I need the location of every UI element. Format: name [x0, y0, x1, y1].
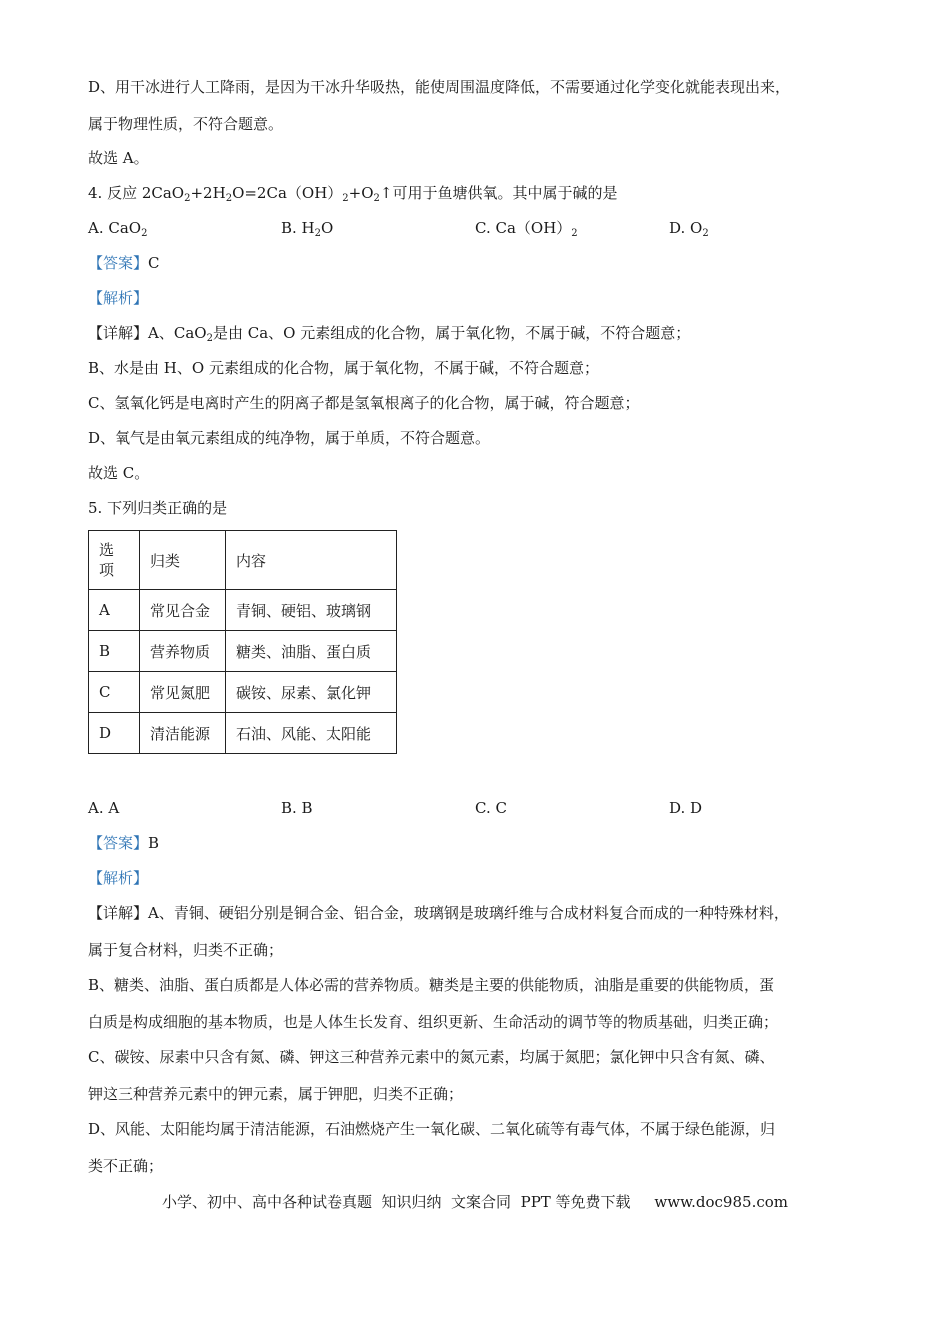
cell-category: 常见氮肥	[140, 672, 226, 713]
q4-answer: 【答案】C	[88, 254, 160, 272]
q4-analysis-tag: 【解析】	[88, 289, 149, 307]
table-row	[89, 713, 397, 754]
q4-option-a: A. CaO$_2$	[88, 219, 148, 239]
q3-detail-d-line2: 属于物理性质，不符合题意。	[88, 115, 284, 133]
q5-stem: 5. 下列归类正确的是	[88, 499, 228, 517]
q5-table	[88, 530, 397, 754]
q4-detail-b: B、水是由 H、O 元素组成的化合物，属于氧化物，不属于碱，不符合题意；	[88, 359, 599, 377]
q4-stem: 4. 反应 $2CaO_2+2H_2O=2Ca(OH)_2+O_2↑$可用于鱼塘供氧。其中属于碱的是	[88, 184, 618, 204]
q5-option-c: C. C	[475, 799, 507, 817]
q4-conclusion: 故选 C。	[88, 464, 150, 482]
q4-detail-c: C、氢氧化钙是电离时产生的阴离子都是氢氧根离子的化合物，属于碱，符合题意；	[88, 394, 640, 412]
cell-content: 碳铵、尿素、氯化钾	[226, 672, 397, 713]
cell-option: C	[89, 672, 140, 713]
q5-option-a: A. A	[88, 799, 120, 817]
q5-answer: 【答案】B	[88, 834, 160, 852]
q5-detail-d-line1: D、风能、太阳能均属于清洁能源，石油燃烧产生一氧化碳、二氧化硫等有毒气体，不属于绿色能源，归	[88, 1120, 776, 1138]
q4-detail-d: D、氧气是由氧元素组成的纯净物，属于单质，不符合题意。	[88, 429, 491, 447]
table-row	[89, 631, 397, 672]
q4-option-b: B. $H_2O$	[281, 219, 334, 239]
page-footer: 小学、初中、高中各种试卷真题 知识归纳 文案合同 PPT 等免费下载 www.doc985.com	[161, 1193, 788, 1211]
q4-option-c: C. $Ca(OH)_2$	[475, 219, 578, 239]
cell-content: 糖类、油脂、蛋白质	[226, 631, 397, 672]
q5-detail-c-line2: 钾这三种营养元素中的钾元素，属于钾肥，归类不正确；	[88, 1085, 464, 1103]
q5-detail-c-line1: C、碳铵、尿素中只含有氮、磷、钾这三种营养元素中的氮元素，均属于氮肥；氯化钾中只含有氮、磷、	[88, 1048, 775, 1066]
q5-detail-a-line2: 属于复合材料，归类不正确；	[88, 941, 284, 959]
cell-content: 青铜、硬铝、玻璃钢	[226, 590, 397, 631]
q3-conclusion: 故选 A。	[88, 149, 149, 167]
table-row	[89, 672, 397, 713]
q3-detail-d-line1: D、用干冰进行人工降雨，是因为干冰升华吸热，能使周围温度降低，不需要通过化学变化就能表现出来，	[88, 78, 791, 96]
q5-option-b: B. B	[281, 799, 313, 817]
cell-option: A	[89, 590, 140, 631]
q5-detail-a-line1: 【详解】A、青铜、硬铝分别是铜合金、铝合金，玻璃钢是玻璃纤维与合成材料复合而成的一种特殊材料，	[88, 904, 789, 922]
table-row	[89, 590, 397, 631]
cell-category: 营养物质	[140, 631, 226, 672]
header-category: 归类	[140, 531, 226, 590]
q4-detail-a: 【详解】A、CaO$_2$是由 Ca、O 元素组成的化合物，属于氧化物，不属于碱，不符合题意；	[88, 324, 691, 344]
cell-category: 清洁能源	[140, 713, 226, 754]
table-header-row	[89, 531, 397, 590]
header-option: 选 项	[89, 531, 140, 590]
q5-analysis-tag: 【解析】	[88, 869, 149, 887]
cell-category: 常见合金	[140, 590, 226, 631]
header-content: 内容	[226, 531, 397, 590]
cell-content: 石油、风能、太阳能	[226, 713, 397, 754]
q4-option-d: D. $O_2$	[669, 219, 709, 239]
q5-detail-d-line2: 类不正确；	[88, 1157, 164, 1175]
q5-detail-b-line1: B、糖类、油脂、蛋白质都是人体必需的营养物质。糖类是主要的供能物质，油脂是重要的供能物质，蛋	[88, 976, 775, 994]
q5-detail-b-line2: 白质是构成细胞的基本物质，也是人体生长发育、组织更新、生命活动的调节等的物质基础，归类正确；	[88, 1013, 779, 1031]
cell-option: D	[89, 713, 140, 754]
q5-option-d: D. D	[669, 799, 703, 817]
cell-option: B	[89, 631, 140, 672]
